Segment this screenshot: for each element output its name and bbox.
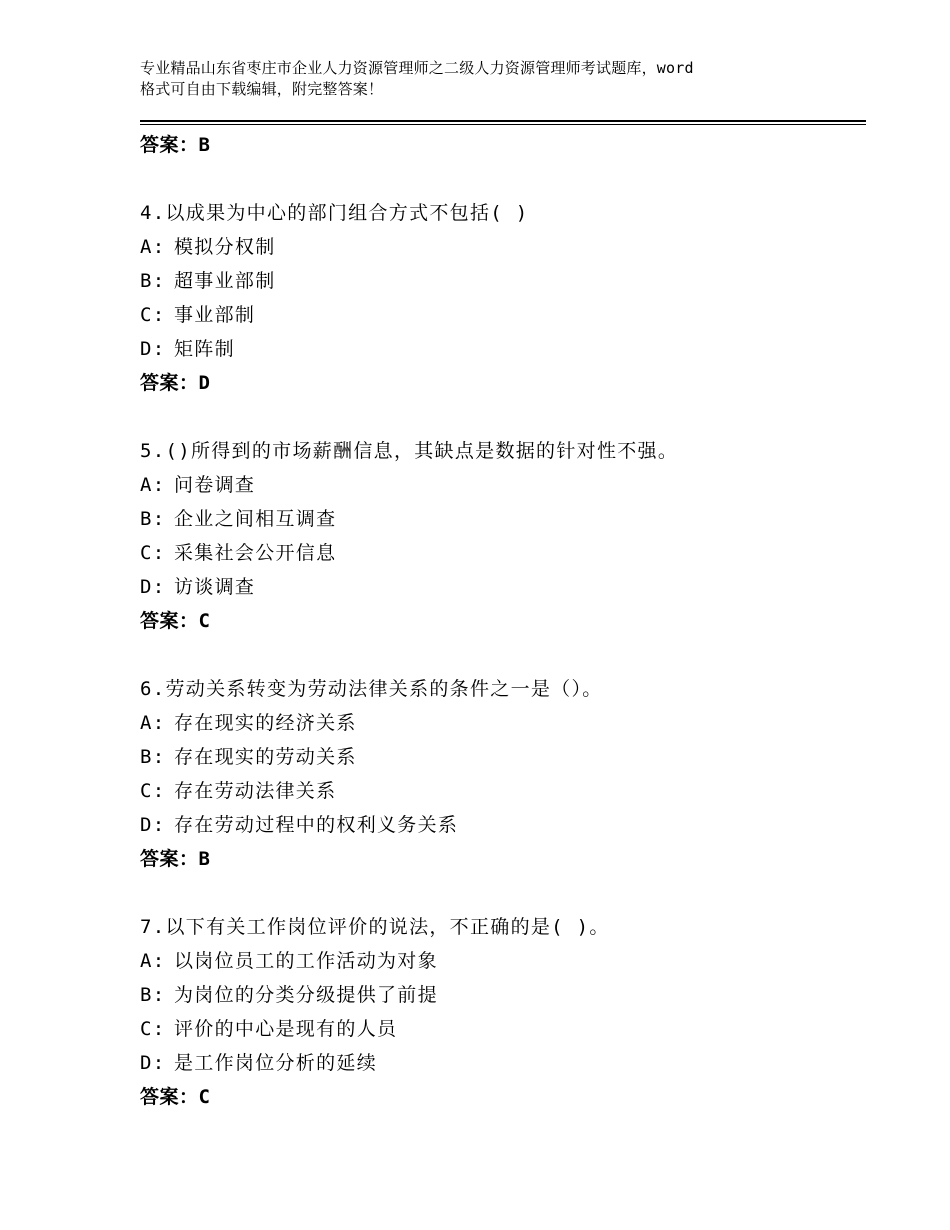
option-b [140, 264, 860, 298]
answer-line [140, 128, 860, 162]
answer-label: 答案： [140, 134, 199, 156]
header-rule-thick [140, 120, 866, 122]
option-text: 是工作岗位分析的延续 [174, 1052, 378, 1074]
option-key: A: [140, 950, 166, 972]
option-c [140, 774, 860, 808]
header-rule-thin [140, 124, 866, 125]
answer-value: B [198, 848, 211, 870]
question-5 [140, 434, 860, 638]
answer-line [140, 842, 860, 876]
option-key: C: [140, 304, 166, 326]
answer-value: C [198, 610, 211, 632]
option-d [140, 570, 860, 604]
option-text: 采集社会公开信息 [174, 542, 337, 564]
option-text: 事业部制 [174, 304, 256, 326]
question-stem: 5.()所得到的市场薪酬信息，其缺点是数据的针对性不强。 [140, 440, 679, 462]
option-key: D: [140, 814, 166, 836]
question-6 [140, 672, 860, 876]
option-key: D: [140, 576, 166, 598]
option-c [140, 1012, 860, 1046]
question-stem: 4.以成果为中心的部门组合方式不包括( ) [140, 202, 529, 224]
option-key: C: [140, 542, 166, 564]
option-key: B: [140, 746, 166, 768]
option-a [140, 944, 860, 978]
option-text: 存在劳动过程中的权利义务关系 [174, 814, 459, 836]
option-text: 为岗位的分类分级提供了前提 [174, 984, 438, 1006]
option-key: B: [140, 984, 166, 1006]
option-text: 访谈调查 [174, 576, 256, 598]
answer-label: 答案： [140, 1086, 199, 1108]
option-key: B: [140, 270, 166, 292]
option-text: 模拟分权制 [174, 236, 276, 258]
answer-value: C [198, 1086, 211, 1108]
document-header [140, 58, 840, 100]
option-b [140, 502, 860, 536]
header-line-2: 格式可自由下载编辑，附完整答案！ [140, 80, 384, 98]
option-c [140, 298, 860, 332]
answer-line [140, 366, 860, 400]
option-key: A: [140, 712, 166, 734]
option-b [140, 740, 860, 774]
answer-label: 答案： [140, 848, 199, 870]
option-text: 问卷调查 [174, 474, 256, 496]
question-7 [140, 910, 860, 1114]
option-text: 评价的中心是现有的人员 [174, 1018, 398, 1040]
option-text: 存在劳动法律关系 [174, 780, 337, 802]
option-text: 超事业部制 [174, 270, 276, 292]
option-text: 存在现实的劳动关系 [174, 746, 357, 768]
option-a [140, 706, 860, 740]
answer-value: D [198, 372, 211, 394]
option-key: D: [140, 1052, 166, 1074]
header-line-1: 专业精品山东省枣庄市企业人力资源管理师之二级人力资源管理师考试题库，word [140, 59, 694, 77]
option-text: 企业之间相互调查 [174, 508, 337, 530]
answer-label: 答案： [140, 372, 199, 394]
option-key: A: [140, 474, 166, 496]
option-a [140, 230, 860, 264]
answer-line [140, 604, 860, 638]
question-4 [140, 196, 860, 400]
option-text: 以岗位员工的工作活动为对象 [174, 950, 438, 972]
option-b [140, 978, 860, 1012]
option-d [140, 332, 860, 366]
option-key: B: [140, 508, 166, 530]
option-key: A: [140, 236, 166, 258]
option-a [140, 468, 860, 502]
option-text: 矩阵制 [174, 338, 235, 360]
answer-line [140, 1080, 860, 1114]
answer-label: 答案： [140, 610, 199, 632]
option-d [140, 1046, 860, 1080]
option-key: C: [140, 1018, 166, 1040]
option-text: 存在现实的经济关系 [174, 712, 357, 734]
option-c [140, 536, 860, 570]
answer-value: B [198, 134, 211, 156]
option-d [140, 808, 860, 842]
option-key: C: [140, 780, 166, 802]
question-stem: 6.劳动关系转变为劳动法律关系的条件之一是（）。 [140, 678, 603, 700]
option-key: D: [140, 338, 166, 360]
question-stem: 7.以下有关工作岗位评价的说法，不正确的是( )。 [140, 916, 610, 938]
question-list [140, 128, 860, 1114]
